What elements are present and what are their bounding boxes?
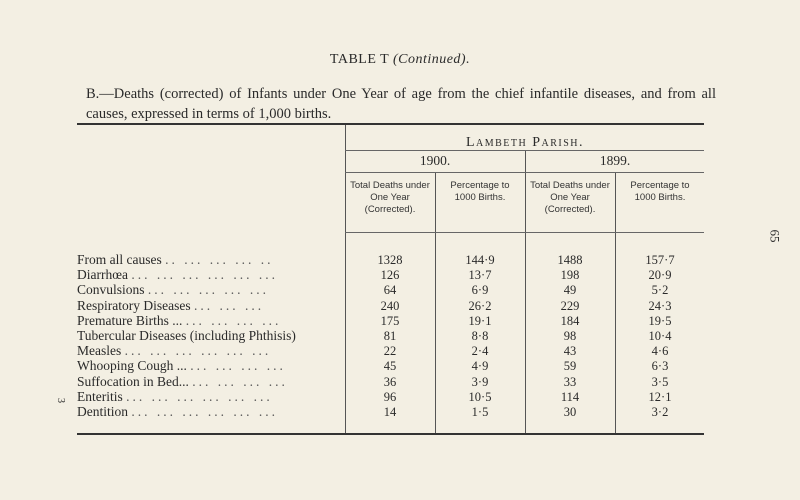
table-cell: 175: [380, 313, 400, 328]
column-header: Percentage to 1000 Births.: [630, 180, 690, 203]
table-row-label: [77, 298, 343, 314]
table-cell: 26·2: [468, 298, 492, 313]
table-cell: 6·3: [651, 359, 669, 374]
table-cell: 1328: [377, 253, 403, 267]
table-title-main: TABLE T: [329, 52, 389, 67]
row-label-text: From all causes: [77, 252, 162, 267]
table-row-label: [77, 252, 343, 268]
table-cell: 19·5: [648, 313, 672, 328]
table-cell: 33: [563, 374, 577, 389]
table-cell: 36: [383, 374, 397, 389]
row-label-text: Dentition: [77, 404, 128, 419]
table-cell: 157·7: [645, 253, 675, 267]
table-divider: [345, 232, 704, 233]
table-cell: 12·1: [648, 389, 672, 404]
row-label-text: Suffocation in Bed...: [77, 373, 189, 389]
table-title: [0, 52, 800, 68]
table-cell: 144·9: [465, 253, 495, 267]
table-cell: 2·4: [471, 344, 489, 359]
table-cell: 1·5: [471, 405, 489, 419]
row-label-text: Tubercular Diseases (including Phthisis): [77, 328, 296, 343]
year-header: 1900.: [419, 153, 451, 168]
row-label-text: Premature Births ...: [77, 312, 183, 328]
table-cell: 59: [563, 359, 577, 374]
table-cell: 96: [383, 389, 397, 404]
table-cell: 3·9: [471, 374, 489, 389]
table-cell: 14: [383, 405, 397, 419]
table-cell: 3·5: [651, 374, 669, 389]
table-divider: [345, 172, 704, 173]
row-label-text: Measles: [77, 343, 122, 359]
table-top-rule: [77, 123, 704, 125]
table-cell: 4·6: [651, 344, 669, 359]
leader-dots: ... ... ... ... ... ...: [126, 388, 273, 404]
table-row-label: [77, 343, 343, 359]
table-cell: 8·8: [471, 329, 489, 343]
group-header: Lambeth Parish.: [465, 135, 585, 150]
year-header: 1899.: [599, 153, 631, 168]
table-cell: 4·9: [471, 359, 489, 374]
table-cell: 19·1: [468, 313, 492, 328]
table-row-label: [77, 282, 343, 298]
table-cell: 43: [563, 344, 577, 359]
leader-dots: ... ... ... ...: [185, 312, 282, 328]
table-cell: 22: [383, 344, 397, 359]
table-row-label: [77, 267, 343, 283]
leader-dots: ... ... ... ...: [190, 358, 286, 374]
table-cell: 98: [563, 329, 577, 343]
table-bottom-rule: [77, 433, 704, 435]
table-cell: 126: [380, 268, 400, 283]
table-cell: 49: [563, 283, 577, 298]
table-row-label: [77, 374, 343, 390]
row-label-text: Enteritis: [77, 388, 123, 404]
table-title-continued: (Continued).: [392, 52, 471, 67]
margin-mark: 3: [55, 398, 66, 403]
leader-dots: ... ... ...: [193, 297, 265, 313]
table-cell: 13·7: [468, 268, 492, 283]
table-row-label: [77, 389, 343, 405]
column-header: Total Deaths under One Year (Corrected).: [530, 180, 610, 215]
table-cell: 24·3: [648, 298, 672, 313]
table-cell: 5·2: [651, 283, 669, 298]
table-cell: 10·4: [648, 329, 672, 343]
row-label-text: Convulsions: [77, 282, 145, 298]
table-cell: 6·9: [471, 283, 489, 298]
leader-dots: ... ... ... ...: [192, 373, 288, 389]
table-cell: 30: [563, 405, 577, 419]
table-cell: 20·9: [648, 268, 672, 283]
table-row-label: [77, 313, 343, 329]
table-cell: 1488: [557, 253, 583, 267]
row-label-text: Diarrhœa: [77, 267, 128, 283]
column-header: Percentage to 1000 Births.: [450, 180, 510, 203]
table-description: B.—Deaths (corrected) of Infants under One Year of age from the chief infantile diseases, and from all causes, expressed in terms of 1,000 births.: [86, 86, 716, 122]
leader-dots: .. ... ... ... ..: [165, 252, 274, 267]
table-cell: 198: [560, 268, 580, 283]
leader-dots: ... ... ... ... ... ...: [124, 343, 272, 359]
table-cell: 81: [383, 329, 397, 343]
leader-dots: ... ... ... ... ...: [147, 282, 270, 298]
table-cell: 45: [383, 359, 397, 374]
leader-dots: ... ... ... ... ... ...: [131, 404, 278, 419]
table-row-label: [77, 358, 343, 374]
table-row-label: [77, 328, 343, 344]
table-cell: 114: [560, 389, 580, 404]
table-cell: 3·2: [651, 405, 669, 419]
table-cell: 64: [383, 283, 397, 298]
row-label-text: Respiratory Diseases: [77, 297, 191, 313]
table-row-label: [77, 404, 343, 420]
table-cell: 10·5: [468, 389, 492, 404]
table-cell: 184: [560, 313, 580, 328]
column-header: Total Deaths under One Year (Corrected).: [350, 180, 430, 215]
table-cell: 229: [560, 298, 580, 313]
row-label-text: Whooping Cough ...: [77, 358, 187, 374]
leader-dots: ... ... ... ... ... ...: [131, 267, 278, 283]
table-cell: 240: [380, 298, 400, 313]
page-number: 65: [767, 229, 783, 243]
